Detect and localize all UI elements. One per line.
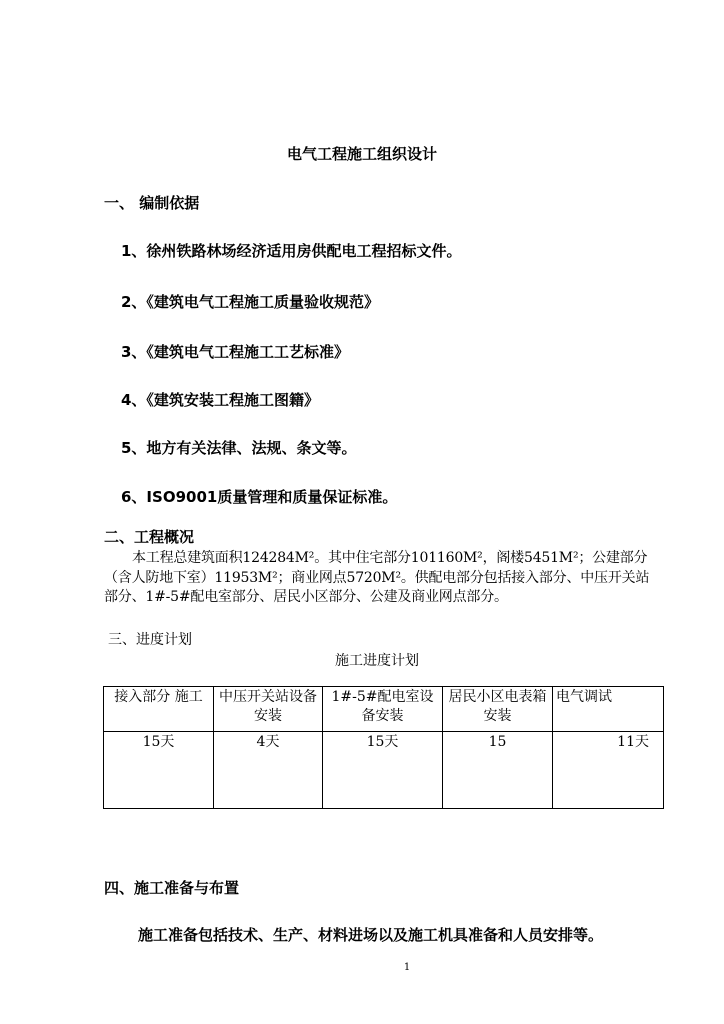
value-cell-distribution-room: 15天 <box>323 732 443 809</box>
header-cell-access: 接入部分 施工 <box>104 687 214 732</box>
section-heading-overview: 二、工程概况 <box>104 528 195 546</box>
schedule-table <box>103 686 664 809</box>
basis-item-2: 2、《建筑电气工程施工质量验收规范》 <box>121 293 379 311</box>
value-cell-switching-station: 4天 <box>214 732 323 809</box>
section-heading-basis: 一、 编制依据 <box>104 194 200 212</box>
header-cell-commissioning: 电气调试 <box>553 687 664 732</box>
schedule-table-caption: 施工进度计划 <box>335 653 419 669</box>
header-cell-meter-box: 居民小区电表箱安装 <box>443 687 553 732</box>
basis-item-6: 6、ISO9001质量管理和质量保证标准。 <box>121 488 398 506</box>
value-cell-commissioning: 11天 <box>553 732 664 809</box>
header-cell-distribution-room: 1#-5#配电室设备安装 <box>323 687 443 732</box>
page-number: 1 <box>403 962 411 973</box>
section-heading-schedule: 三、进度计划 <box>108 632 192 648</box>
preparation-text: 施工准备包括技术、生产、材料进场以及施工机具准备和人员安排等。 <box>138 926 604 944</box>
value-cell-meter-box: 15 <box>443 732 553 809</box>
schedule-value-row <box>104 732 664 809</box>
document-title: 电气工程施工组织设计 <box>286 145 437 163</box>
basis-item-5: 5、地方有关法律、法规、条文等。 <box>121 439 357 457</box>
schedule-header-row <box>104 687 664 732</box>
basis-item-1: 1、徐州铁路林场经济适用房供配电工程招标文件。 <box>121 242 462 260</box>
header-cell-switching-station: 中压开关站设备安装 <box>214 687 323 732</box>
overview-paragraph: 本工程总建筑面积124284M²。其中住宅部分101160M²，阁楼5451M²；公建部分（含人防地下室）11953M²；商业网点5720M²。供配电部分包括接入部分、中压开关站部分、1#-5#配电室部分、居民小区部分、公建及商业网点部分。 <box>104 550 650 605</box>
basis-item-4: 4、《建筑安装工程施工图籍》 <box>121 391 319 409</box>
value-cell-access: 15天 <box>104 732 214 809</box>
basis-item-3: 3、《建筑电气工程施工工艺标准》 <box>121 343 349 361</box>
section-heading-preparation: 四、施工准备与布置 <box>104 879 240 897</box>
